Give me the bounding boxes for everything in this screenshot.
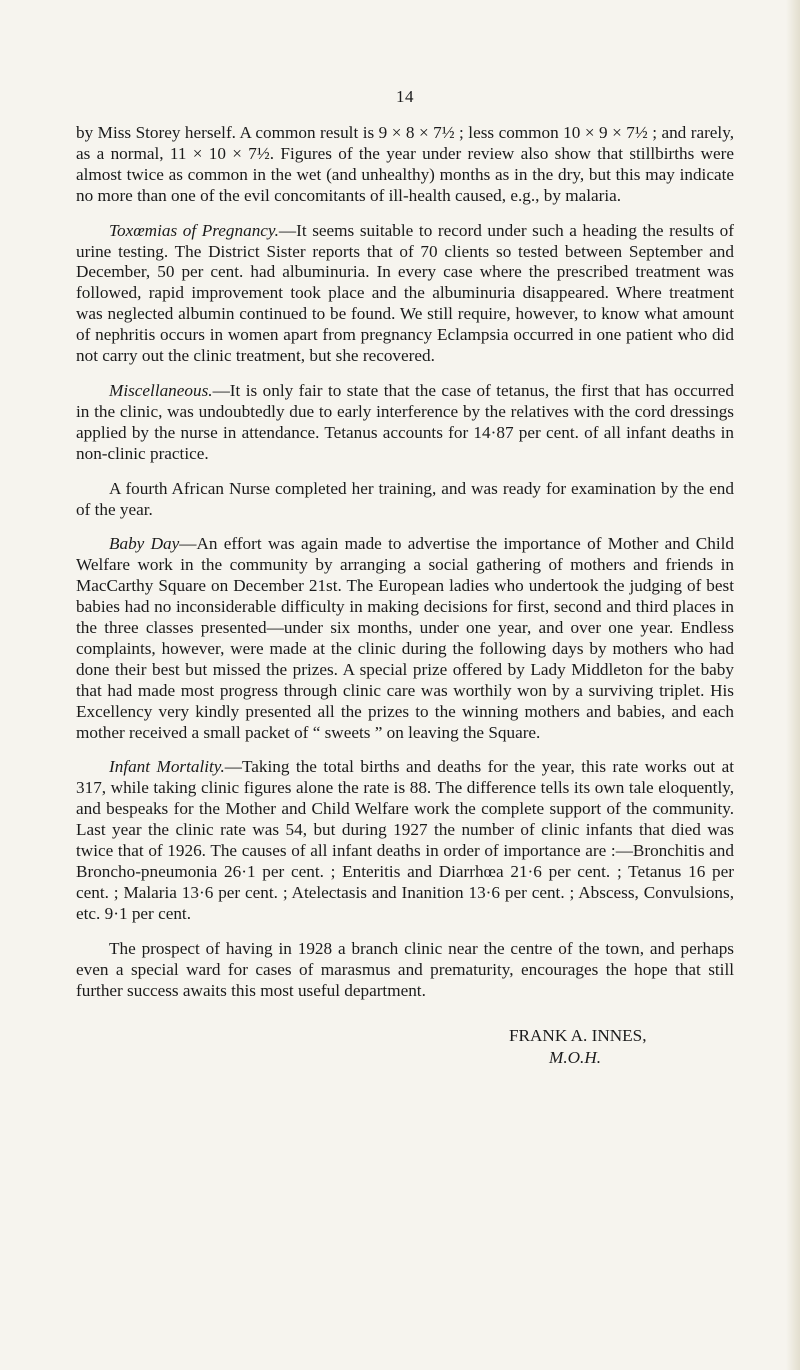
paragraph-baby-day (76, 534, 734, 743)
paragraph-prospect (76, 939, 734, 1002)
page-edge-shadow (786, 0, 800, 1370)
paragraph-heading: Toxœmias of Pregnancy. (109, 220, 279, 240)
paragraph-text: —An effort was again made to advertise the importance of Mother and Child Welfare work in the community by arranging a social gathering of mothers and friends in MacCarthy Square on December 21st. The European ladies who undertook the judging of best babies had no inconsiderable difficulty in making decisions for first, second and third places in the three classes presented—under six months, under one year, and over one year. Endless complaints, however, were made at the clinic during the following days by mothers who had done their best but missed the prizes. A special prize offered by Lady Middleton for the baby that had made most progress through clinic care was worthily won by a surviving triplet. His Excellency very kindly presented all the prizes to the winning mothers and babies, and each mother received a small packet of “ sweets ” on leaving the Square. (76, 534, 734, 742)
paragraph-text: —It seems suitable to record under such a heading the results of urine testing. The District Sister reports that of 70 clients so tested between September and December, 50 per cent. had albuminuria. In every case where the prescribed treatment was followed, rapid improvement took place and the albuminuria disappeared. Where treatment was neglected albumin continued to be found. We still require, however, to know what amount of nephritis occurs in women apart from pregnancy Eclampsia occurred in one patient who did not carry out the clinic treatment, but she recovered. (76, 220, 734, 366)
paragraph-heading: Baby Day (109, 534, 180, 554)
signature-title: M.O.H. (549, 1048, 602, 1068)
paragraph-text: by Miss Storey herself. A common result is 9 × 8 × 7½ ; less common 10 × 9 × 7½ ; and rarely, as a normal, 11 × 10 × 7½. Figures of the year under review also show that stillbirths were almost twice as common in the wet (and unhealthy) months as in the dry, but this may indicate no more than one of the evil concomitants of ill-health caused, e.g., by malaria. (76, 123, 734, 205)
paragraph-text: The prospect of having in 1928 a branch clinic near the centre of the town, and perhaps even a special ward for cases of marasmus and prematurity, encourages the hope that still further success awaits this most useful department. (76, 938, 734, 1000)
paragraph-toxaemias (76, 221, 734, 367)
signature-name: FRANK A. INNES, (509, 1026, 647, 1046)
signature-block (76, 1025, 734, 1069)
paragraph-text: A fourth African Nurse completed her training, and was ready for examination by the end of the year. (76, 478, 734, 519)
paragraph-heading: Infant Mortality. (109, 757, 225, 777)
paragraph-miscellaneous (76, 381, 734, 465)
page-number: 14 (396, 87, 414, 106)
paragraph-stillbirths (76, 123, 734, 207)
paragraph-infant-mortality (76, 757, 734, 924)
paragraph-text: —It is only fair to state that the case of tetanus, the first that has occurred in the clinic, was undoubtedly due to early interference by the relatives with the cord dressings applied by the nurse in attendance. Tetanus accounts for 14·87 per cent. of all infant deaths in non-clinic practice. (76, 380, 734, 463)
paragraph-text: —Taking the total births and deaths for the year, this rate works out at 317, while taking clinic figures alone the rate is 88. The difference tells its own tale eloquently, and bespeaks for the Mother and Child Welfare work the complete support of the community. Last year the clinic rate was 54, but during 1927 the number of clinic infants that died was twice that of 1926. The causes of all infant deaths in order of importance are :—Bronchitis and Broncho-pneumonia 26·1 per cent. ; Enteritis and Diarrhœa 21·6 per cent. ; Tetanus 16 per cent. ; Malaria 13·6 per cent. ; Atelectasis and Inanition 13·6 per cent. ; Abscess, Convulsions, etc. 9·1 per cent. (76, 757, 735, 923)
paragraph-heading: Miscellaneous. (109, 380, 213, 400)
paragraph-african-nurse (76, 479, 734, 521)
